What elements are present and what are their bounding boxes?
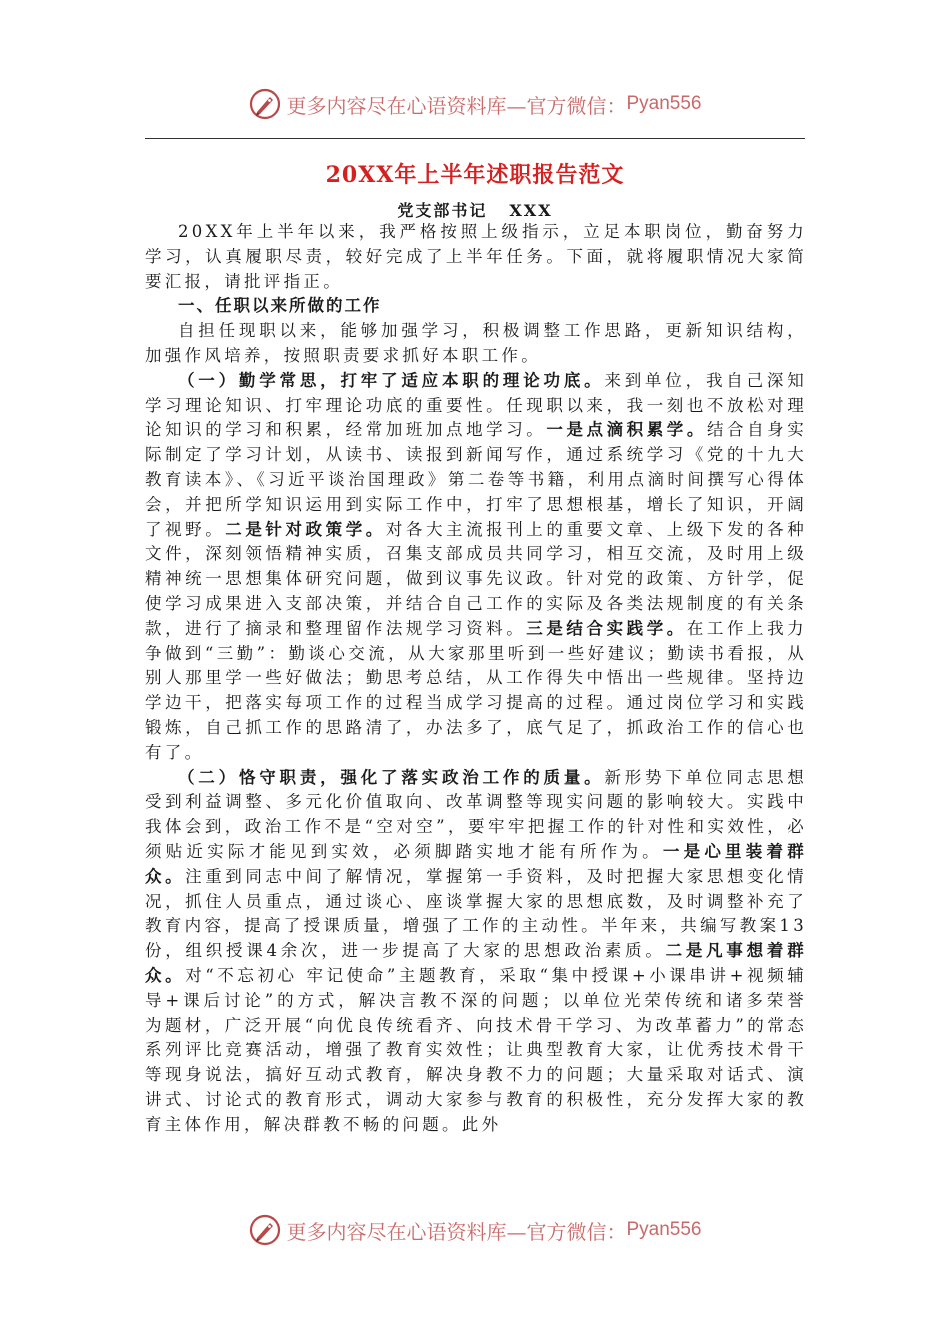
document-title: 20XX年上半年述职报告范文: [325, 162, 625, 188]
watermark-wechat-id: Pyan556: [626, 1219, 702, 1240]
section-intro-paragraph: 自担任现职以来，能够加强学习，积极调整工作思路，更新知识结构，加强作风培养，按照职责要求抓好本职工作。: [145, 321, 807, 365]
intro-paragraph: 20XX年上半年以来，我严格按照上级指示，立足本职岗位，勤奋努力学习，认真履职尽责，较好完成了上半年任务。下面，就将履职情况大家简要汇报，请批评指正。: [145, 222, 807, 291]
paragraph-study: [145, 369, 807, 766]
watermark-text: 更多内容尽在心语资料库—官方微信：: [286, 93, 627, 118]
point-heading: 三是结合实践学。: [526, 618, 687, 638]
watermark-text: 更多内容尽在心语资料库—官方微信：: [286, 1219, 627, 1244]
paragraph-text: 在工作上我力争做到“三勤”：勤谈心交流，从大家那里听到一些好建议；勤读书看报，从别人那里学一些好做法；勤思考总结，从工作得失中悟出一些规律。坚持边学边干，把落实每项工作的过程当成学习提高的过程。通过岗位学习和实践锻炼，自己抓工作的思路清了，办法多了，底气足了，抓政治工作的信心也有了。: [145, 618, 807, 762]
watermark-wechat-id: Pyan556: [626, 93, 702, 114]
point-heading: 一是点滴积累学。: [546, 420, 707, 440]
paragraph-text: 结合自身实际制定了学习计划，从读书、读报到新闻写作，通过系统学习《党的十九大教育读本》、《习近平谈治国理政》第二卷等书籍，利用点滴时间撰写心得体会，并把所学知识运用到实际工作中，打牢了思想根基，增长了知识，开阔了视野。: [145, 420, 808, 539]
section-heading-1: 一、任职以来所做的工作: [178, 296, 382, 316]
paragraph-text: 注重到同志中间了解情况，掌握第一手资料，及时把握大家思想变化情况，抓住人员重点，通过谈心、座谈掌握大家的思想底数，及时调整补充了教育内容，提高了授课质量，增强了工作的主动性。半年来，共编写教案13份，组织授课4余次，进一步提高了大家的思想政治素质。: [145, 866, 807, 961]
byline: [0, 198, 950, 221]
pen-nib-logo-icon: [248, 87, 282, 121]
paragraph-lead: （二）恪守职责，强化了落实政治工作的质量。: [178, 767, 605, 787]
header-rule: [145, 138, 805, 139]
paragraph-lead: （一）勤学常思，打牢了适应本职的理论功底。: [178, 370, 605, 390]
pen-nib-logo-icon: [248, 1213, 282, 1247]
paragraph-text: 对各大主流报刊上的重要文章、上级下发的各种文件，深刻领悟精神实质，召集支部成员共同学习，相互交流，及时用上级精神统一思想集体研究问题，做到议事先议政。针对党的政策、方针学，促使学习成果进入支部决策，并结合自己工作的实际及各类法规制度的有关条款，进行了摘录和整理留作法规学习资料。: [145, 519, 807, 638]
paragraph-text: 新形势下单位同志思想受到利益调整、多元化价值取向、改革调整等现实问题的影响较大。实践中我体会到，政治工作不是“空对空”，要牢牢把握工作的针对性和实效性，必须贴近实际才能见到实效，必须脚踏实地才能有所作为。: [145, 767, 807, 861]
document-body: [145, 220, 807, 1137]
paragraph-text: 对“不忘初心 牢记使命”主题教育，采取“集中授课+小课串讲+视频辅导+课后讨论”的方式，解决言教不深的问题；以单位光荣传统和诸多荣誉为题材，广泛开展“向优良传统看齐、向技术骨干学习、为改革蓄力”的常态系列评比竞赛活动，增强了教育实效性；让典型教育大家，让优秀技术骨干等现身说法，搞好互动式教育，解决身教不力的问题；大量采取对话式、演讲式、讨论式的教育形式，调动大家参与教育的积极性，充分发挥大家的教育主体作用，解决群教不畅的问题。此外: [145, 965, 807, 1134]
point-heading: 二是针对政策学。: [225, 519, 386, 539]
byline-name: XXX: [509, 201, 553, 220]
paragraph-duty: [145, 766, 807, 1138]
byline-role: 党支部书记: [397, 201, 488, 220]
point-heading: 二是凡事想着群众。: [145, 941, 807, 985]
point-heading: 一是心里装着群众。: [145, 841, 808, 886]
watermark-banner-bottom: [0, 1208, 950, 1252]
watermark-banner-top: [0, 82, 950, 126]
paragraph-text: 来到单位，我自己深知学习理论知识、打牢理论功底的重要性。任现职以来，我一刻也不放松对理论知识的学习和积累，经常加班加点地学习。: [145, 370, 807, 440]
